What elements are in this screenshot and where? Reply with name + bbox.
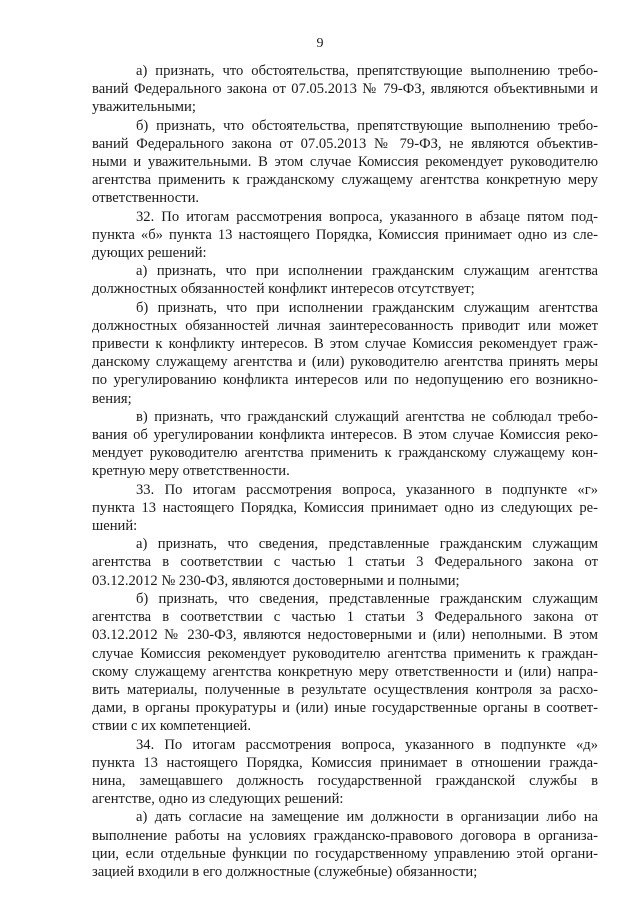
text-line: ваний Федерального закона от 07.05.2013 № 79-ФЗ, не являются объектив- [92, 135, 598, 152]
text-line: ции, если отдельные функции по государственному управлению этой органи- [92, 845, 598, 862]
text-line: 03.12.2012 № 230-ФЗ, являются недостоверными и (или) неполными. В этом [92, 627, 598, 644]
text-line: в) признать, что гражданский служащий агентства не соблюдал требо- [136, 408, 598, 425]
paragraph [92, 736, 598, 809]
text-line: б) признать, что сведения, представленные гражданским служащим [136, 590, 598, 607]
text-line: а) признать, что обстоятельства, препятствующие выполнению требо- [136, 63, 598, 79]
document-body [92, 62, 598, 881]
text-line: ваний Федерального закона от 07.05.2013 № 79-ФЗ, являются объективными и [92, 81, 598, 98]
paragraph [92, 299, 598, 408]
text-line: а) признать, что сведения, представленные гражданским служащим [136, 536, 598, 553]
paragraph [92, 408, 598, 481]
paragraph [92, 808, 598, 881]
text-line: а) признать, что при исполнении гражданским служащим агентства [136, 263, 598, 280]
text-line: ными и уважительными. В этом случае Комиссия рекомендует руководителю [92, 154, 598, 171]
text-line: дами, в органы прокуратуры и (или) иные государственные органы в соответ- [92, 700, 598, 717]
page-number: 9 [316, 36, 324, 51]
text-line: ствии с их компетенцией. [92, 718, 252, 735]
text-line: данскому служащему агентства и (или) руководителю агентства принять меры [92, 354, 598, 371]
paragraph [92, 208, 598, 263]
text-line: агентстве, одно из следующих решений: [92, 791, 344, 808]
text-line: 32. По итогам рассмотрения вопроса, указанного в абзаце пятом под- [136, 208, 598, 225]
text-line: агентства в соответствии с частью 1 статьи 3 Федерального закона от [92, 609, 598, 626]
text-line: б) признать, что обстоятельства, препятствующие выполнению требо- [136, 117, 598, 134]
text-line: должностных обязанностей личная заинтересованность приводит или может [92, 317, 598, 334]
text-line: агентства применить к гражданскому служащему агентства конкретную меру [92, 172, 598, 189]
text-line: а) дать согласие на замещение им должности в организации либо на [136, 809, 598, 826]
paragraph [92, 481, 598, 536]
paragraph [92, 117, 598, 208]
text-line: вания об урегулировании конфликта интересов. В этом случае Комиссия реко- [92, 427, 598, 444]
paragraph [92, 62, 598, 117]
text-line: выполнение работы на условиях гражданско-правового договора в организа- [92, 827, 598, 844]
text-line: 03.12.2012 № 230-ФЗ, являются достоверными и полными; [92, 572, 460, 589]
text-line: 34. По итогам рассмотрения вопроса, указанного в подпункте «д» [136, 736, 598, 753]
text-line: по урегулированию конфликта интересов или по недопущению его возникно- [92, 372, 598, 389]
text-line: ответственности. [92, 190, 200, 207]
text-line: пункта «б» пункта 13 настоящего Порядка, Комиссия принимает одно из сле- [92, 226, 598, 243]
text-line: зацией входили в его должностные (служебные) обязанности; [92, 863, 478, 880]
text-line: уважительными; [92, 99, 196, 116]
text-line: мендует руководителю агентства применить к гражданскому служащему кон- [92, 445, 598, 462]
text-line: 33. По итогам рассмотрения вопроса, указанного в подпункте «г» [136, 481, 598, 498]
text-line: скому служащему агентства конкретную меру ответственности и (или) напра- [92, 663, 598, 680]
text-line: агентства в соответствии с частью 1 статьи 3 Федерального закона от [92, 554, 598, 571]
text-line: б) признать, что при исполнении гражданским служащим агентства [136, 299, 598, 316]
text-line: пункта 13 настоящего Порядка, Комиссия принимает в отношении гражда- [92, 754, 598, 771]
text-line: шений: [92, 518, 138, 535]
paragraph [92, 590, 598, 736]
paragraph [92, 262, 598, 298]
paragraph [92, 535, 598, 590]
text-line: кретную меру ответственности. [92, 463, 290, 480]
text-line: должностных обязанностей конфликт интересов отсутствует; [92, 281, 475, 298]
text-line: случае Комиссия рекомендует руководителю агентства применить к граждан- [92, 645, 598, 662]
text-line: вения; [92, 390, 132, 407]
text-line: привести к конфликту интересов. В этом случае Комиссия рекомендует граж- [92, 336, 598, 353]
text-line: нина, замещавшего должность государственной гражданской службы в [92, 772, 598, 789]
text-line: вить материалы, полученные в результате осуществления контроля за расхо- [92, 681, 598, 698]
text-line: дующих решений: [92, 245, 207, 262]
text-line: пункта 13 настоящего Порядка, Комиссия принимает одно из следующих ре- [92, 499, 598, 516]
